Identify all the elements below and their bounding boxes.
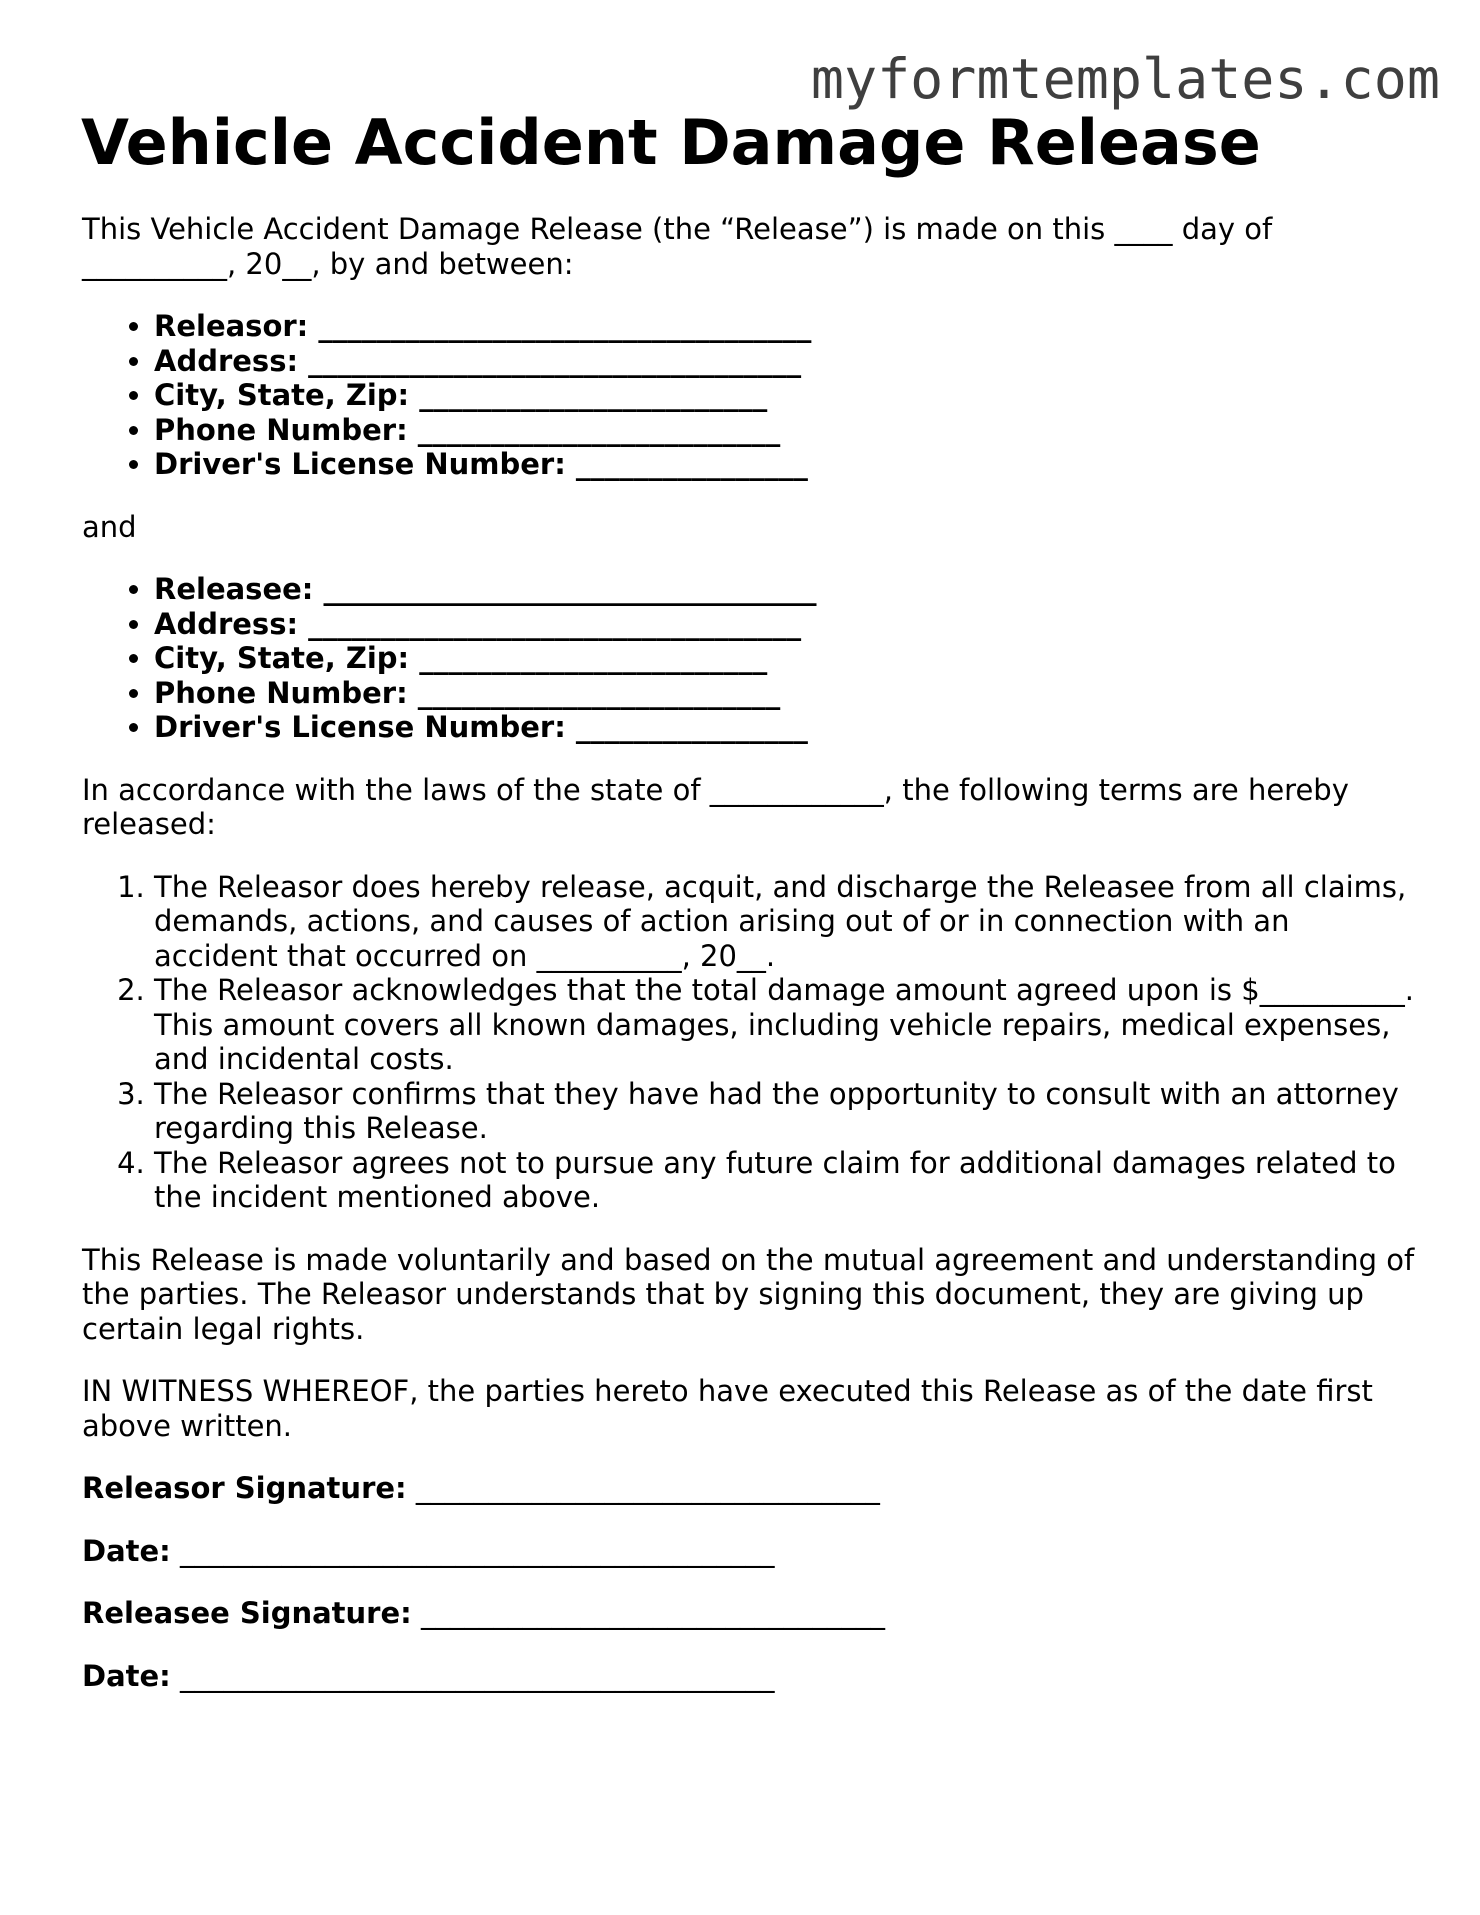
releasee-address-field: • Address: __________________________________ xyxy=(154,607,1422,642)
releasee-license-field: • Driver's License Number: ________________ xyxy=(154,710,1422,745)
releasee-date-label: Date: xyxy=(82,1658,171,1693)
witness-clause: IN WITNESS WHEREOF, the parties hereto have executed this Release as of the date first above written. xyxy=(82,1374,1373,1443)
releasee-phone-field: • Phone Number: _________________________ xyxy=(154,676,1422,711)
terms-list xyxy=(82,870,1422,1215)
document-title: Vehicle Accident Damage Release xyxy=(81,106,1261,179)
document-body xyxy=(82,212,1422,1721)
releasor-name-field: • Releasor: __________________________________ xyxy=(154,309,1422,344)
releasee-name-field: • Releasee: __________________________________ xyxy=(154,572,1422,607)
term-item: 3. The Releasor confirms that they have had the opportunity to consult with an attorney regarding this Release. xyxy=(154,1077,1422,1146)
releasor-license-field: • Driver's License Number: ________________ xyxy=(154,447,1422,482)
term-item: 4. The Releasor agrees not to pursue any future claim for additional damages related to the incident mentioned above. xyxy=(154,1146,1422,1215)
voluntary-clause: This Release is made voluntarily and based on the mutual agreement and understanding of the parties. The Releasor understands that by signing this document, they are giving up certain legal rights. xyxy=(82,1242,1415,1346)
term-item: 1. The Releasor does hereby release, acquit, and discharge the Releasee from all claims, demands, actions, and causes of action arising out of or in connection with an accident that occurred on __________, 20__. xyxy=(154,870,1422,974)
intro-paragraph: This Vehicle Accident Damage Release (the “Release”) is made on this ____ day of __________, 20__, by and between: xyxy=(82,212,1273,281)
releasor-signature-line xyxy=(82,1471,1422,1506)
releasor-date-label: Date: xyxy=(82,1533,171,1568)
releasee-signature-line xyxy=(82,1596,1422,1631)
term-item: 2. The Releasor acknowledges that the total damage amount agreed upon is $__________. This amount covers all known damages, including vehicle repairs, medical expenses, and incidental costs. xyxy=(154,973,1422,1077)
site-watermark: myformtemplates.com xyxy=(810,47,1440,111)
releasor-date-line xyxy=(82,1534,1422,1569)
releasor-signature-blank: ________________________________ xyxy=(415,1471,880,1505)
releasee-date-line xyxy=(82,1659,1422,1694)
releasor-city-state-zip-field: • City, State, Zip: ________________________ xyxy=(154,378,1422,413)
releasee-city-state-zip-field: • City, State, Zip: ________________________ xyxy=(154,641,1422,676)
releasor-phone-field: • Phone Number: _________________________ xyxy=(154,413,1422,448)
releasor-fields-list xyxy=(82,309,1422,482)
releasee-fields-list xyxy=(82,572,1422,745)
releasor-date-blank: _________________________________________ xyxy=(180,1533,775,1568)
releasor-address-field: • Address: __________________________________ xyxy=(154,344,1422,379)
releasee-signature-label: Releasee Signature: xyxy=(82,1596,412,1630)
releasor-signature-label: Releasor Signature: xyxy=(82,1471,407,1505)
releasee-date-blank: _________________________________________ xyxy=(180,1658,775,1693)
state-clause: In accordance with the laws of the state of ____________, the following terms are hereby released: xyxy=(82,772,1349,841)
releasee-signature-blank: ________________________________ xyxy=(420,1596,885,1630)
and-text: and xyxy=(82,509,137,544)
